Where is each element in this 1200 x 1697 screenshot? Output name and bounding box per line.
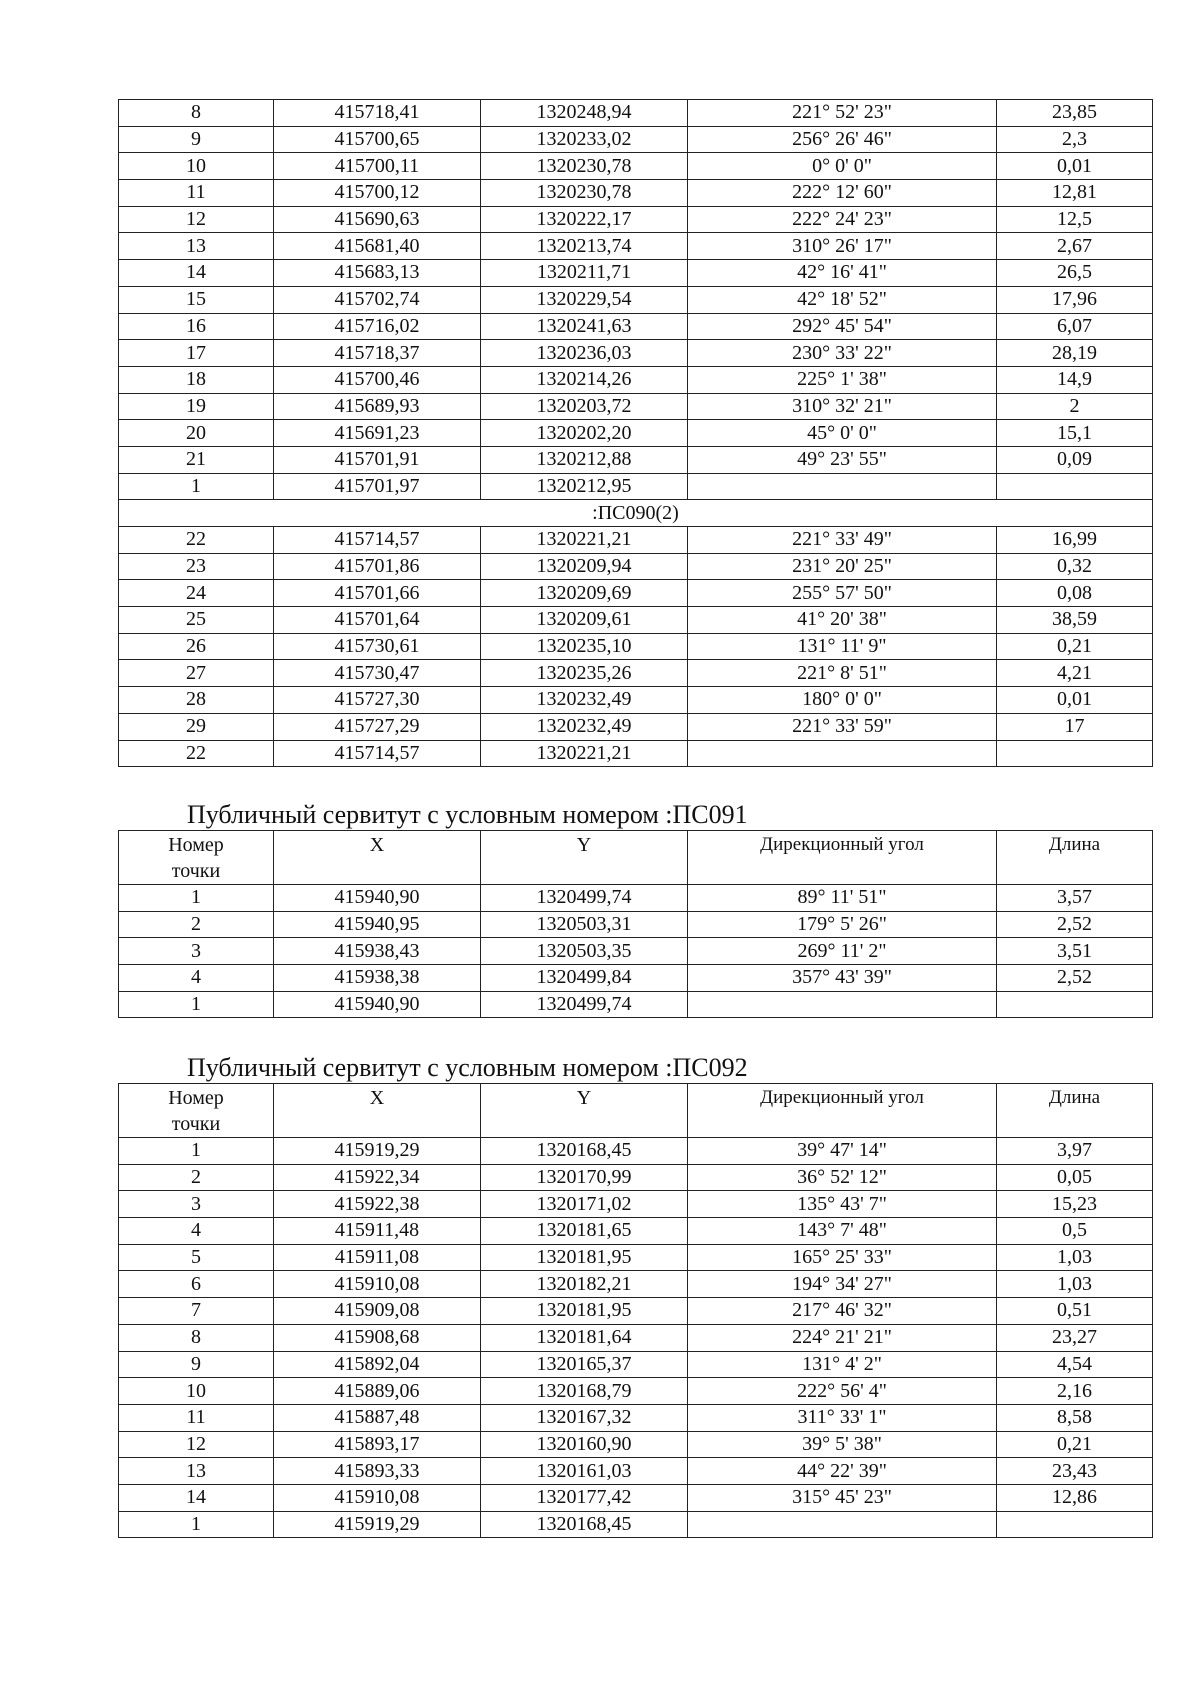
cell-length: 16,99 — [997, 527, 1153, 554]
cell-y: 1320236,03 — [481, 340, 688, 367]
cell-y: 1320221,21 — [481, 527, 688, 554]
cell-y: 1320168,45 — [481, 1138, 688, 1165]
cell-x: 415887,48 — [274, 1404, 481, 1431]
table-row — [119, 991, 1153, 1018]
cell-length: 12,86 — [997, 1484, 1153, 1511]
cell-direction-angle: 256° 26' 46" — [688, 126, 997, 153]
header-y: Y — [481, 831, 688, 885]
cell-direction-angle: 36° 52' 12" — [688, 1164, 997, 1191]
cell-x: 415718,37 — [274, 340, 481, 367]
cell-point-number: 21 — [119, 446, 274, 473]
cell-direction-angle: 45° 0' 0" — [688, 420, 997, 447]
cell-y: 1320221,21 — [481, 740, 688, 767]
cell-x: 415908,68 — [274, 1324, 481, 1351]
cell-x: 415727,29 — [274, 713, 481, 740]
table-row — [119, 660, 1153, 687]
cell-point-number: 1 — [119, 1511, 274, 1538]
cell-direction-angle: 222° 56' 4" — [688, 1378, 997, 1405]
cell-direction-angle: 41° 20' 38" — [688, 607, 997, 634]
table-row — [119, 1138, 1153, 1165]
cell-direction-angle: 49° 23' 55" — [688, 446, 997, 473]
table-row — [119, 1164, 1153, 1191]
cell-x: 415940,95 — [274, 911, 481, 938]
cell-point-number: 22 — [119, 527, 274, 554]
table-row — [119, 527, 1153, 554]
cell-direction-angle: 44° 22' 39" — [688, 1458, 997, 1485]
cell-point-number: 1 — [119, 473, 274, 500]
cell-y: 1320181,65 — [481, 1218, 688, 1245]
cell-direction-angle: 221° 33' 49" — [688, 527, 997, 554]
cell-x: 415940,90 — [274, 885, 481, 912]
section-title-ps092: Публичный сервитут с условным номером :ПС092 — [187, 1053, 748, 1082]
cell-y: 1320165,37 — [481, 1351, 688, 1378]
cell-x: 415701,64 — [274, 607, 481, 634]
table-row — [119, 1351, 1153, 1378]
cell-direction-angle: 180° 0' 0" — [688, 687, 997, 714]
header-x: X — [274, 831, 481, 885]
table-row — [119, 1298, 1153, 1325]
table-row — [119, 1324, 1153, 1351]
cell-x: 415892,04 — [274, 1351, 481, 1378]
table-body — [119, 885, 1153, 1018]
cell-length — [997, 991, 1153, 1018]
cell-y: 1320203,72 — [481, 393, 688, 420]
cell-length: 1,03 — [997, 1244, 1153, 1271]
cell-direction-angle — [688, 1511, 997, 1538]
cell-direction-angle: 292° 45' 54" — [688, 313, 997, 340]
table-row — [119, 1378, 1153, 1405]
cell-length: 4,21 — [997, 660, 1153, 687]
table-row — [119, 687, 1153, 714]
cell-direction-angle: 221° 33' 59" — [688, 713, 997, 740]
cell-x: 415919,29 — [274, 1138, 481, 1165]
cell-x: 415681,40 — [274, 233, 481, 260]
cell-x: 415911,08 — [274, 1244, 481, 1271]
table-row — [119, 1218, 1153, 1245]
cell-direction-angle: 224° 21' 21" — [688, 1324, 997, 1351]
cell-x: 415716,02 — [274, 313, 481, 340]
cell-direction-angle: 269° 11' 2" — [688, 938, 997, 965]
table-row — [119, 965, 1153, 992]
cell-length: 23,85 — [997, 100, 1153, 127]
cell-y: 1320222,17 — [481, 206, 688, 233]
cell-direction-angle: 217° 46' 32" — [688, 1298, 997, 1325]
cell-length: 3,97 — [997, 1138, 1153, 1165]
cell-point-number: 24 — [119, 580, 274, 607]
cell-x: 415889,06 — [274, 1378, 481, 1405]
table-body — [119, 100, 1153, 767]
cell-length: 0,21 — [997, 633, 1153, 660]
table-header-row — [119, 1084, 1153, 1138]
cell-length: 26,5 — [997, 260, 1153, 287]
header-point-number: Номер точки — [119, 831, 274, 885]
cell-length: 2,16 — [997, 1378, 1153, 1405]
cell-x: 415690,63 — [274, 206, 481, 233]
cell-length: 8,58 — [997, 1404, 1153, 1431]
cell-point-number: 22 — [119, 740, 274, 767]
cell-length: 38,59 — [997, 607, 1153, 634]
cell-x: 415911,48 — [274, 1218, 481, 1245]
cell-y: 1320209,61 — [481, 607, 688, 634]
table-row — [119, 286, 1153, 313]
cell-x: 415727,30 — [274, 687, 481, 714]
cell-x: 415701,97 — [274, 473, 481, 500]
cell-y: 1320214,26 — [481, 366, 688, 393]
table-row — [119, 313, 1153, 340]
cell-point-number: 27 — [119, 660, 274, 687]
cell-length: 0,51 — [997, 1298, 1153, 1325]
cell-point-number: 3 — [119, 1191, 274, 1218]
cell-y: 1320503,31 — [481, 911, 688, 938]
cell-point-number: 4 — [119, 1218, 274, 1245]
table-row — [119, 1404, 1153, 1431]
cell-direction-angle: 42° 16' 41" — [688, 260, 997, 287]
cell-x: 415919,29 — [274, 1511, 481, 1538]
table-row — [119, 713, 1153, 740]
table-row — [119, 260, 1153, 287]
cell-point-number: 9 — [119, 1351, 274, 1378]
cell-point-number: 4 — [119, 965, 274, 992]
cell-x: 415922,38 — [274, 1191, 481, 1218]
cell-length: 17 — [997, 713, 1153, 740]
table-row — [119, 938, 1153, 965]
cell-length: 17,96 — [997, 286, 1153, 313]
cell-x: 415689,93 — [274, 393, 481, 420]
cell-length: 2 — [997, 393, 1153, 420]
table-header-row — [119, 831, 1153, 885]
cell-length: 12,81 — [997, 180, 1153, 207]
cell-point-number: 12 — [119, 1431, 274, 1458]
section-title-ps091: Публичный сервитут с условным номером :ПС091 — [187, 800, 748, 829]
cell-y: 1320235,10 — [481, 633, 688, 660]
cell-x: 415938,43 — [274, 938, 481, 965]
cell-direction-angle: 225° 1' 38" — [688, 366, 997, 393]
table-row — [119, 393, 1153, 420]
cell-direction-angle: 39° 5' 38" — [688, 1431, 997, 1458]
table-row — [119, 1244, 1153, 1271]
cell-direction-angle: 135° 43' 7" — [688, 1191, 997, 1218]
coordinates-table-ps090 — [118, 99, 1153, 767]
table-row — [119, 420, 1153, 447]
cell-point-number: 3 — [119, 938, 274, 965]
cell-length: 0,5 — [997, 1218, 1153, 1245]
cell-x: 415940,90 — [274, 991, 481, 1018]
cell-length: 2,52 — [997, 965, 1153, 992]
cell-point-number: 8 — [119, 100, 274, 127]
table-row — [119, 1484, 1153, 1511]
cell-point-number: 13 — [119, 1458, 274, 1485]
table-row — [119, 340, 1153, 367]
cell-y: 1320235,26 — [481, 660, 688, 687]
cell-y: 1320233,02 — [481, 126, 688, 153]
cell-point-number: 25 — [119, 607, 274, 634]
cell-direction-angle — [688, 740, 997, 767]
table-row — [119, 100, 1153, 127]
table-row — [119, 1191, 1153, 1218]
cell-x: 415700,11 — [274, 153, 481, 180]
cell-direction-angle: 165° 25' 33" — [688, 1244, 997, 1271]
cell-length: 1,03 — [997, 1271, 1153, 1298]
cell-direction-angle: 222° 12' 60" — [688, 180, 997, 207]
cell-y: 1320503,35 — [481, 938, 688, 965]
table-row — [119, 911, 1153, 938]
cell-x: 415893,17 — [274, 1431, 481, 1458]
table-row — [119, 446, 1153, 473]
cell-x: 415910,08 — [274, 1271, 481, 1298]
cell-direction-angle: 357° 43' 39" — [688, 965, 997, 992]
cell-point-number: 13 — [119, 233, 274, 260]
cell-point-number: 8 — [119, 1324, 274, 1351]
cell-point-number: 18 — [119, 366, 274, 393]
cell-direction-angle: 315° 45' 23" — [688, 1484, 997, 1511]
cell-length: 0,05 — [997, 1164, 1153, 1191]
cell-y: 1320248,94 — [481, 100, 688, 127]
cell-direction-angle: 131° 4' 2" — [688, 1351, 997, 1378]
cell-point-number: 1 — [119, 991, 274, 1018]
cell-y: 1320499,84 — [481, 965, 688, 992]
cell-length: 0,32 — [997, 553, 1153, 580]
cell-direction-angle — [688, 473, 997, 500]
cell-y: 1320213,74 — [481, 233, 688, 260]
cell-y: 1320211,71 — [481, 260, 688, 287]
table-row — [119, 1431, 1153, 1458]
cell-length: 14,9 — [997, 366, 1153, 393]
cell-y: 1320209,69 — [481, 580, 688, 607]
cell-y: 1320161,03 — [481, 1458, 688, 1485]
cell-y: 1320168,79 — [481, 1378, 688, 1405]
cell-point-number: 26 — [119, 633, 274, 660]
cell-point-number: 16 — [119, 313, 274, 340]
cell-length: 0,08 — [997, 580, 1153, 607]
cell-x: 415730,61 — [274, 633, 481, 660]
cell-x: 415730,47 — [274, 660, 481, 687]
cell-length: 23,27 — [997, 1324, 1153, 1351]
cell-point-number: 19 — [119, 393, 274, 420]
cell-y: 1320212,95 — [481, 473, 688, 500]
cell-point-number: 20 — [119, 420, 274, 447]
cell-y: 1320232,49 — [481, 687, 688, 714]
cell-direction-angle: 231° 20' 25" — [688, 553, 997, 580]
cell-direction-angle: 255° 57' 50" — [688, 580, 997, 607]
cell-y: 1320212,88 — [481, 446, 688, 473]
cell-y: 1320177,42 — [481, 1484, 688, 1511]
cell-direction-angle: 222° 24' 23" — [688, 206, 997, 233]
cell-y: 1320168,45 — [481, 1511, 688, 1538]
cell-point-number: 7 — [119, 1298, 274, 1325]
table-row — [119, 233, 1153, 260]
cell-y: 1320499,74 — [481, 885, 688, 912]
cell-y: 1320229,54 — [481, 286, 688, 313]
cell-point-number: 12 — [119, 206, 274, 233]
header-angle: Дирекционный угол — [688, 831, 997, 885]
cell-length: 2,3 — [997, 126, 1153, 153]
section-label: :ПС090(2) — [119, 500, 1153, 527]
table-row — [119, 1458, 1153, 1485]
table-row — [119, 153, 1153, 180]
cell-y: 1320230,78 — [481, 153, 688, 180]
cell-point-number: 9 — [119, 126, 274, 153]
cell-y: 1320181,95 — [481, 1298, 688, 1325]
cell-y: 1320171,02 — [481, 1191, 688, 1218]
table-row — [119, 885, 1153, 912]
cell-y: 1320182,21 — [481, 1271, 688, 1298]
table-row — [119, 126, 1153, 153]
cell-y: 1320167,32 — [481, 1404, 688, 1431]
cell-length — [997, 1511, 1153, 1538]
table-row — [119, 206, 1153, 233]
cell-point-number: 11 — [119, 1404, 274, 1431]
cell-length: 4,54 — [997, 1351, 1153, 1378]
cell-x: 415700,12 — [274, 180, 481, 207]
cell-length: 12,5 — [997, 206, 1153, 233]
header-length: Длина — [997, 831, 1153, 885]
cell-x: 415714,57 — [274, 740, 481, 767]
coordinates-table-ps091 — [118, 830, 1153, 1018]
cell-point-number: 14 — [119, 260, 274, 287]
cell-x: 415683,13 — [274, 260, 481, 287]
table-row — [119, 740, 1153, 767]
cell-length: 0,01 — [997, 153, 1153, 180]
cell-length — [997, 473, 1153, 500]
table-row — [119, 1511, 1153, 1538]
cell-direction-angle: 39° 47' 14" — [688, 1138, 997, 1165]
cell-length: 6,07 — [997, 313, 1153, 340]
cell-point-number: 28 — [119, 687, 274, 714]
header-angle: Дирекционный угол — [688, 1084, 997, 1138]
cell-direction-angle: 42° 18' 52" — [688, 286, 997, 313]
header-y: Y — [481, 1084, 688, 1138]
cell-x: 415700,46 — [274, 366, 481, 393]
cell-y: 1320241,63 — [481, 313, 688, 340]
cell-x: 415700,65 — [274, 126, 481, 153]
cell-direction-angle: 194° 34' 27" — [688, 1271, 997, 1298]
cell-direction-angle: 310° 32' 21" — [688, 393, 997, 420]
cell-x: 415701,66 — [274, 580, 481, 607]
table-body — [119, 1138, 1153, 1538]
header-x: X — [274, 1084, 481, 1138]
header-length: Длина — [997, 1084, 1153, 1138]
cell-direction-angle: 143° 7' 48" — [688, 1218, 997, 1245]
cell-length: 23,43 — [997, 1458, 1153, 1485]
cell-y: 1320232,49 — [481, 713, 688, 740]
cell-point-number: 23 — [119, 553, 274, 580]
cell-y: 1320499,74 — [481, 991, 688, 1018]
cell-x: 415922,34 — [274, 1164, 481, 1191]
cell-y: 1320230,78 — [481, 180, 688, 207]
cell-x: 415701,86 — [274, 553, 481, 580]
cell-x: 415702,74 — [274, 286, 481, 313]
cell-direction-angle: 310° 26' 17" — [688, 233, 997, 260]
header-point-number: Номер точки — [119, 1084, 274, 1138]
cell-point-number: 1 — [119, 885, 274, 912]
cell-x: 415910,08 — [274, 1484, 481, 1511]
cell-point-number: 10 — [119, 1378, 274, 1405]
cell-direction-angle: 230° 33' 22" — [688, 340, 997, 367]
cell-point-number: 2 — [119, 1164, 274, 1191]
cell-point-number: 6 — [119, 1271, 274, 1298]
cell-direction-angle: 89° 11' 51" — [688, 885, 997, 912]
coordinates-table-ps092 — [118, 1083, 1153, 1538]
cell-y: 1320202,20 — [481, 420, 688, 447]
cell-x: 415691,23 — [274, 420, 481, 447]
cell-length: 3,57 — [997, 885, 1153, 912]
cell-x: 415718,41 — [274, 100, 481, 127]
cell-direction-angle: 0° 0' 0" — [688, 153, 997, 180]
cell-point-number: 2 — [119, 911, 274, 938]
cell-direction-angle: 179° 5' 26" — [688, 911, 997, 938]
cell-direction-angle: 311° 33' 1" — [688, 1404, 997, 1431]
table-row — [119, 1271, 1153, 1298]
cell-length: 15,1 — [997, 420, 1153, 447]
cell-point-number: 15 — [119, 286, 274, 313]
cell-y: 1320209,94 — [481, 553, 688, 580]
table-row — [119, 366, 1153, 393]
cell-point-number: 11 — [119, 180, 274, 207]
table-row — [119, 580, 1153, 607]
cell-direction-angle: 131° 11' 9" — [688, 633, 997, 660]
cell-point-number: 1 — [119, 1138, 274, 1165]
cell-point-number: 10 — [119, 153, 274, 180]
cell-length: 0,21 — [997, 1431, 1153, 1458]
cell-x: 415893,33 — [274, 1458, 481, 1485]
cell-x: 415938,38 — [274, 965, 481, 992]
cell-x: 415909,08 — [274, 1298, 481, 1325]
cell-direction-angle — [688, 991, 997, 1018]
cell-point-number: 29 — [119, 713, 274, 740]
table-row — [119, 633, 1153, 660]
cell-x: 415714,57 — [274, 527, 481, 554]
table-row — [119, 180, 1153, 207]
section-row — [119, 500, 1153, 527]
cell-length: 0,01 — [997, 687, 1153, 714]
cell-length: 15,23 — [997, 1191, 1153, 1218]
table-row — [119, 473, 1153, 500]
cell-length: 0,09 — [997, 446, 1153, 473]
cell-point-number: 14 — [119, 1484, 274, 1511]
cell-length — [997, 740, 1153, 767]
cell-point-number: 5 — [119, 1244, 274, 1271]
table-row — [119, 607, 1153, 634]
cell-y: 1320170,99 — [481, 1164, 688, 1191]
cell-length: 2,52 — [997, 911, 1153, 938]
cell-direction-angle: 221° 8' 51" — [688, 660, 997, 687]
cell-y: 1320160,90 — [481, 1431, 688, 1458]
cell-direction-angle: 221° 52' 23" — [688, 100, 997, 127]
cell-y: 1320181,95 — [481, 1244, 688, 1271]
table-row — [119, 553, 1153, 580]
cell-length: 3,51 — [997, 938, 1153, 965]
cell-length: 28,19 — [997, 340, 1153, 367]
cell-point-number: 17 — [119, 340, 274, 367]
cell-y: 1320181,64 — [481, 1324, 688, 1351]
cell-length: 2,67 — [997, 233, 1153, 260]
cell-x: 415701,91 — [274, 446, 481, 473]
